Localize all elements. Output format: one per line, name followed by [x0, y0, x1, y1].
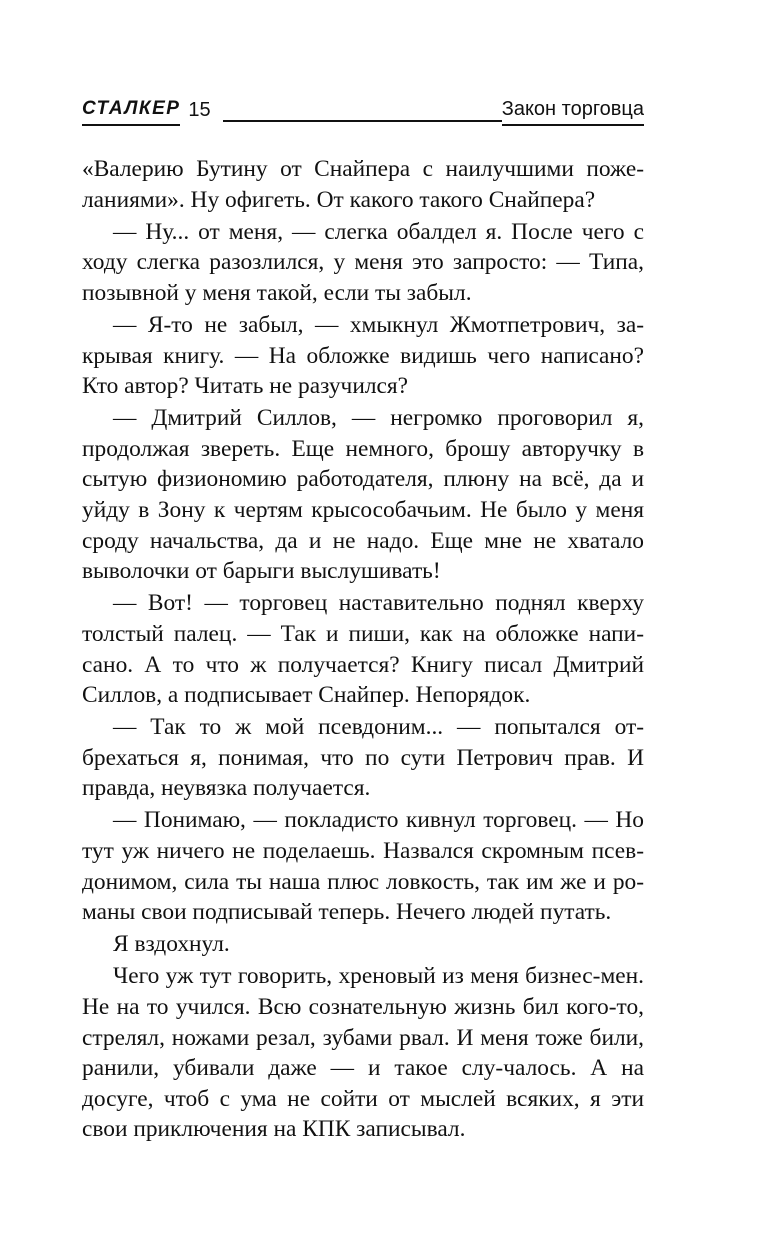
paragraph: — Так то ж мой псевдоним... — попытался от-брехаться я, понимая, что по сути Петрович прав. И правда, неувязка получается. [82, 714, 644, 802]
paragraph: — Понимаю, — покладисто кивнул торговец. — Но тут уж ничего не поделаешь. Назвался скромным псев-донимом, сила ты наша плюс ловкость, так им же и ро-маны свои подписывай теперь. Нечего людей путать. [82, 807, 644, 926]
series-logo: СТАЛКЕР [82, 98, 180, 126]
paragraph: — Вот! — торговец наставительно поднял кверху толстый палец. — Так и пиши, как на обложке напи-сано. А то что ж получается? Книгу писал Дмитрий Силлов, а подписывает Снайпер. Непорядок. [82, 590, 644, 709]
paragraph: Чего уж тут говорить, хреновый из меня бизнес-мен. Не на то учился. Всю сознательную жизнь бил кого-то, стрелял, ножами резал, зубами рвал. И меня тоже били, ранили, убивали даже — и такое слу-чалось. А на досуге, чтоб с ума не сойти от мыслей всяких, я эти свои приключения на КПК записывал. [82, 963, 644, 1143]
paragraph: Я вздохнул. [113, 931, 230, 958]
body-text [82, 154, 644, 1145]
book-title: Закон торговца [502, 98, 644, 126]
paragraph: «Валерию Бутину от Снайпера с наилучшими поже-ланиями». Ну офигеть. От какого такого Снайпера? [82, 156, 644, 213]
paragraph: — Дмитрий Силлов, — негромко проговорил я, продолжая звереть. Еще немного, брошу авторучку в сытую физиономию работодателя, плюну на всё, да и уйду в Зону к чертям крысособачьим. Не было у меня сроду начальства, да и не надо. Еще мне не хватало выволочки от барыги выслушивать! [82, 405, 644, 585]
running-header [82, 92, 644, 126]
paragraph: — Ну... от меня, — слегка обалдел я. После чего с ходу слегка разозлился, у меня это запросто: — Типа, позывной у меня такой, если ты забыл. [82, 218, 644, 306]
paragraph: — Я-то не забыл, — хмыкнул Жмотпетрович, за-крывая книгу. — На обложке видишь чего написано? Кто автор? Читать не разучился? [82, 311, 644, 400]
book-page [82, 92, 644, 1147]
header-rule [223, 120, 502, 122]
page-number: 15 [188, 99, 211, 121]
